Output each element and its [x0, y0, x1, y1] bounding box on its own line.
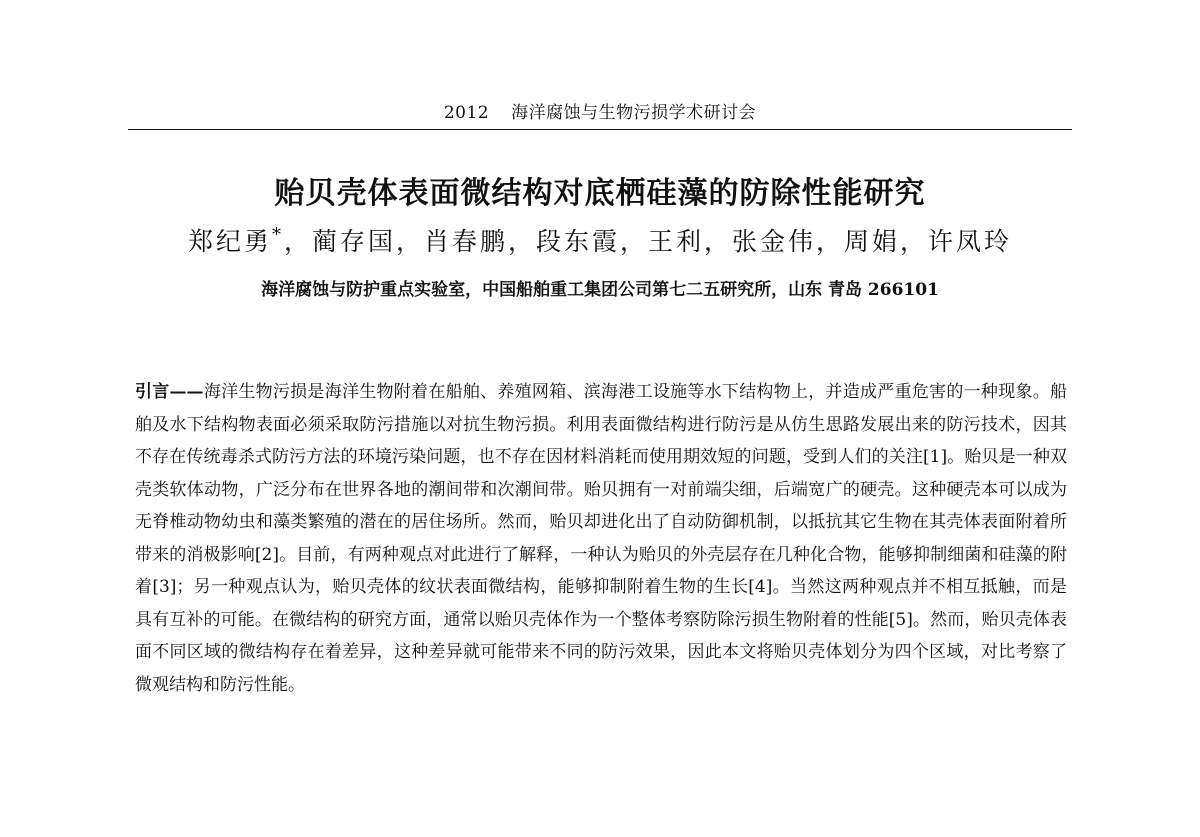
header-rule	[128, 129, 1072, 130]
introduction-label: 引言——	[135, 382, 204, 402]
author-list	[0, 222, 1200, 258]
first-author: 郑纪勇	[187, 227, 272, 256]
paper-title: 贻贝壳体表面微结构对底栖硅藻的防除性能研究	[274, 176, 926, 211]
header-year: 2012	[443, 103, 490, 123]
co-authors: ，蔺存国，肖春鹏，段东霞，王利，张金伟，周娟，许凤玲	[284, 227, 1013, 256]
corresponding-author-mark: *	[272, 224, 284, 246]
running-header	[0, 98, 1200, 123]
header-conference: 海洋腐蚀与生物污损学术研讨会	[511, 103, 757, 123]
introduction-paragraph	[135, 376, 1067, 701]
introduction-text: 海洋生物污损是海洋生物附着在船舶、养殖网箱、滨海港工设施等水下结构物上，并造成严重危害的一种现象。船舶及水下结构物表面必须采取防污措施以对抗生物污损。利用表面微结构进行防污是从仿生思路发展出来的防污技术，因其不存在传统毒杀式防污方法的环境污染问题，也不存在因材料消耗而使用期效短的问题，受到人们的关注[1]。贻贝是一种双壳类软体动物，广泛分布在世界各地的潮间带和次潮间带。贻贝拥有一对前端尖细，后端宽广的硬壳。这种硬壳本可以成为无脊椎动物幼虫和藻类繁殖的潜在的居住场所。然而，贻贝却进化出了自动防御机制，以抵抗其它生物在其壳体表面附着所带来的消极影响[2]。目前，有两种观点对此进行了解释，一种认为贻贝的外壳层存在几种化合物，能够抑制细菌和硅藻的附着[3]；另一种观点认为，贻贝壳体的纹状表面微结构，能够抑制附着生物的生长[4]。当然这两种观点并不相互抵触，而是具有互补的可能。在微结构的研究方面，通常以贻贝壳体作为一个整体考察防除污损生物附着的性能[5]。然而，贻贝壳体表面不同区域的微结构存在着差异，这种差异就可能带来不同的防污效果，因此本文将贻贝壳体划分为四个区域，对比考察了微观结构和防污性能。	[135, 382, 1068, 695]
affiliation: 海洋腐蚀与防护重点实验室，中国船舶重工集团公司第七二五研究所，山东 青岛 266101	[261, 280, 939, 300]
